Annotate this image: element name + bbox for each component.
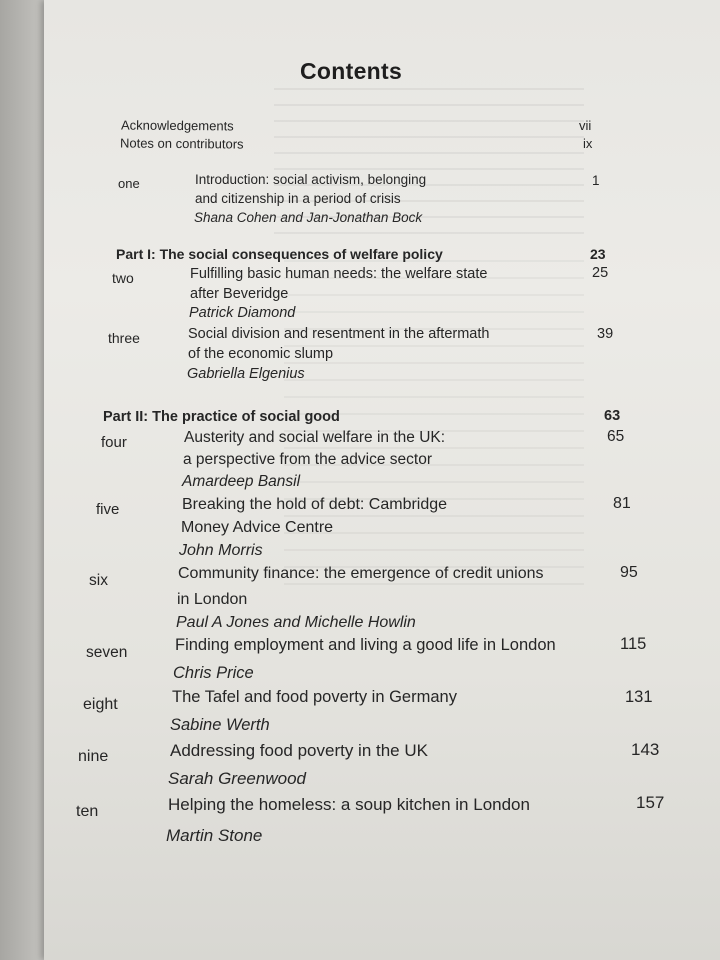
chapter-author: Sarah Greenwood	[168, 769, 306, 788]
chapter-title-line: Community finance: the emergence of credit unions	[178, 565, 544, 582]
chapter-title-line: Breaking the hold of debt: Cambridge	[182, 496, 448, 513]
chapter-number: ten	[76, 803, 99, 820]
chapter-author: Sabine Werth	[170, 716, 270, 734]
chapter-number: five	[96, 501, 120, 518]
chapter-number: four	[101, 434, 127, 451]
chapter-number: three	[108, 330, 140, 346]
chapter-page: 81	[613, 495, 631, 512]
chapter-title-line: Introduction: social activism, belonging	[195, 172, 427, 187]
chapter-title-line: Austerity and social welfare in the UK:	[184, 429, 446, 446]
chapter-number: seven	[86, 644, 128, 661]
chapter-number: nine	[78, 748, 109, 765]
chapter-page: 143	[631, 740, 660, 759]
chapter-author: Chris Price	[173, 664, 254, 682]
chapter-title-line: in London	[177, 591, 248, 608]
front-matter-page: ix	[583, 136, 593, 151]
front-matter-label: Notes on contributors	[119, 135, 244, 152]
chapter-page: 25	[592, 265, 609, 281]
chapter-page: 1	[592, 173, 600, 188]
chapter-title-line: Money Advice Centre	[181, 519, 334, 536]
chapter-author: Shana Cohen and Jan-Jonathan Bock	[194, 210, 423, 225]
chapter-author: John Morris	[179, 542, 263, 559]
front-matter-page: vii	[579, 118, 592, 133]
chapter-title-line: Finding employment and living a good life in London	[175, 636, 556, 654]
chapter-number: eight	[83, 696, 118, 713]
chapter-page: 39	[597, 326, 614, 342]
chapter-title-line: and citizenship in a period of crisis	[195, 191, 401, 206]
chapter-title-line: a perspective from the advice sector	[183, 451, 432, 468]
chapter-title-line: of the economic slump	[188, 346, 334, 362]
chapter-title-line: Social division and resentment in the aftermath	[188, 326, 490, 342]
chapter-number: six	[89, 572, 108, 589]
chapter-title-line: after Beveridge	[190, 286, 289, 302]
part-page: 23	[590, 246, 606, 262]
chapter-author: Gabriella Elgenius	[187, 366, 305, 382]
front-matter-label: Acknowledgements	[120, 117, 234, 134]
chapter-author: Paul A Jones and Michelle Howlin	[176, 614, 416, 631]
chapter-author: Amardeep Bansil	[182, 473, 301, 490]
chapter-number: one	[118, 176, 140, 191]
page-title: Contents	[300, 58, 403, 84]
chapter-title-line: Helping the homeless: a soup kitchen in London	[168, 795, 530, 814]
chapter-page: 115	[620, 635, 647, 653]
part-heading: Part II: The practice of social good	[103, 409, 340, 425]
part-heading: Part I: The social consequences of welfare policy	[116, 246, 443, 262]
part-page: 63	[604, 408, 621, 424]
chapter-author: Patrick Diamond	[189, 305, 296, 321]
facing-page-edge	[0, 0, 46, 960]
chapter-title-line: The Tafel and food poverty in Germany	[172, 688, 457, 706]
chapter-title-line: Fulfilling basic human needs: the welfare state	[190, 266, 488, 282]
chapter-page: 157	[636, 793, 665, 812]
chapter-number: two	[112, 270, 134, 286]
chapter-page: 65	[607, 428, 625, 445]
chapter-title-line: Addressing food poverty in the UK	[170, 741, 428, 760]
chapter-author: Martin Stone	[166, 826, 263, 845]
chapter-page: 95	[620, 564, 638, 581]
chapter-page: 131	[625, 688, 653, 706]
